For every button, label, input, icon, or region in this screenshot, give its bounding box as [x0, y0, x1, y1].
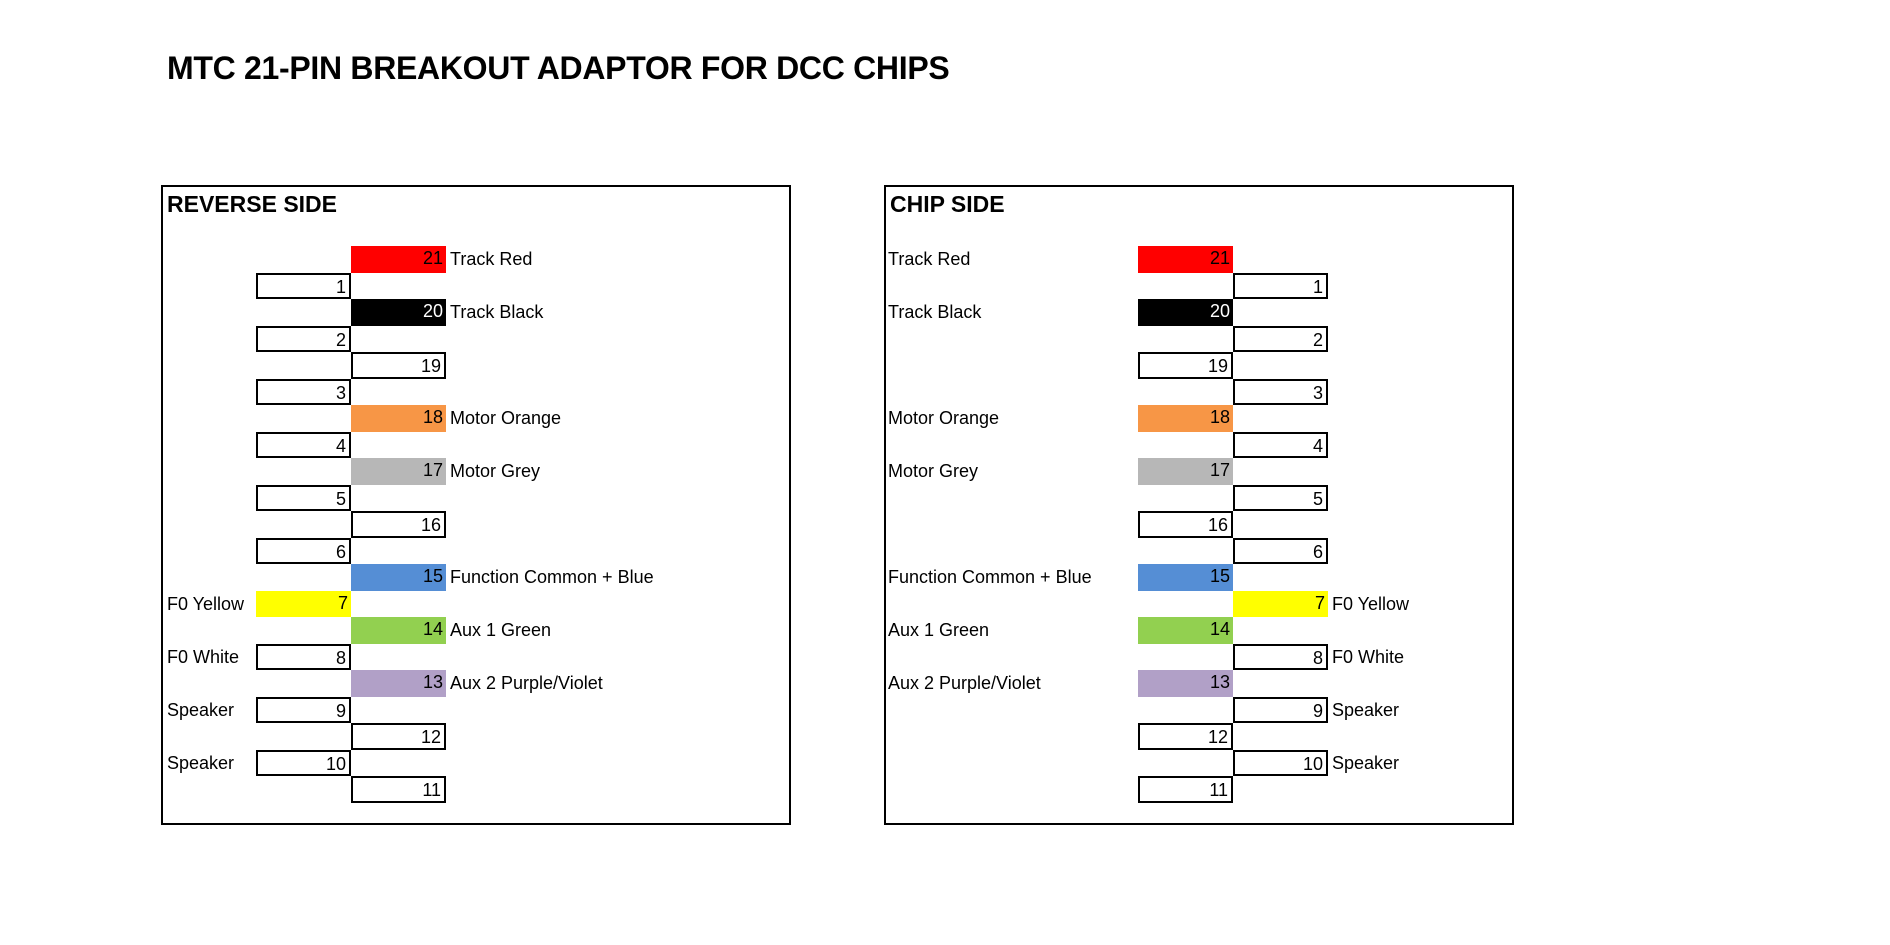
pin-row	[163, 750, 789, 777]
pin-13-box: 13	[351, 670, 446, 697]
pin-row	[886, 750, 1512, 777]
pin-14-box: 14	[1138, 617, 1233, 644]
pin-row	[886, 432, 1512, 459]
pin-3-box: 3	[1233, 379, 1328, 406]
pin-10-box: 10	[1233, 750, 1328, 777]
pin-row	[163, 299, 789, 326]
pin-18-label: Motor Orange	[888, 408, 1000, 428]
chip-side-title: CHIP SIDE	[890, 191, 1005, 217]
pin-8-box: 8	[1233, 644, 1328, 671]
pin-row	[886, 538, 1512, 565]
pin-10-label: Speaker	[167, 752, 235, 773]
pin-18-box: 18	[1138, 405, 1233, 432]
pin-row	[163, 670, 789, 697]
pin-11-box: 11	[1138, 776, 1233, 803]
pin-20-label: Track Black	[888, 302, 982, 322]
pin-row	[886, 776, 1512, 803]
pin-row	[163, 591, 789, 618]
pin-6-box: 6	[256, 538, 351, 565]
pin-2-box: 2	[256, 326, 351, 353]
pin-row	[163, 723, 789, 750]
pin-row	[163, 273, 789, 300]
pin-16-box: 16	[1138, 511, 1233, 538]
pin-row	[886, 352, 1512, 379]
reverse-side-panel	[161, 185, 791, 825]
reverse-side-title: REVERSE SIDE	[167, 191, 337, 217]
pin-9-box: 9	[1233, 697, 1328, 724]
pin-12-box: 12	[1138, 723, 1233, 750]
pin-row	[163, 352, 789, 379]
pin-row	[886, 617, 1512, 644]
pin-row	[886, 485, 1512, 512]
pin-13-label: Aux 2 Purple/Violet	[888, 673, 1041, 693]
pin-row	[886, 564, 1512, 591]
pin-14-label: Aux 1 Green	[450, 620, 552, 640]
pin-15-label: Function Common + Blue	[450, 567, 654, 587]
pin-row	[163, 564, 789, 591]
pin-16-box: 16	[351, 511, 446, 538]
pin-row	[163, 617, 789, 644]
pin-9-box: 9	[256, 697, 351, 724]
pin-row	[886, 246, 1512, 273]
pin-8-label: F0 White	[1332, 646, 1405, 667]
pin-21-label: Track Red	[888, 249, 971, 269]
pin-4-box: 4	[256, 432, 351, 459]
pin-row	[163, 485, 789, 512]
pin-row	[163, 776, 789, 803]
pin-7-label: F0 Yellow	[1332, 593, 1410, 614]
pin-row	[163, 379, 789, 406]
pin-20-label: Track Black	[450, 302, 544, 322]
pin-row	[163, 405, 789, 432]
pin-19-box: 19	[351, 352, 446, 379]
pin-row	[163, 644, 789, 671]
pin-7-box: 7	[1233, 591, 1328, 618]
pin-3-box: 3	[256, 379, 351, 406]
pin-17-label: Motor Grey	[450, 461, 541, 481]
page-title: MTC 21-PIN BREAKOUT ADAPTOR FOR DCC CHIPS	[167, 50, 950, 86]
pin-row	[886, 273, 1512, 300]
pin-11-box: 11	[351, 776, 446, 803]
pin-row	[886, 326, 1512, 353]
pin-row	[886, 591, 1512, 618]
pin-18-box: 18	[351, 405, 446, 432]
pin-12-box: 12	[351, 723, 446, 750]
pin-7-label: F0 Yellow	[167, 593, 245, 614]
pin-row	[886, 405, 1512, 432]
pin-row	[163, 511, 789, 538]
pin-5-box: 5	[1233, 485, 1328, 512]
pin-9-label: Speaker	[167, 699, 235, 720]
pin-17-box: 17	[1138, 458, 1233, 485]
pin-row	[163, 458, 789, 485]
pin-10-box: 10	[256, 750, 351, 777]
pin-row	[163, 326, 789, 353]
pin-15-label: Function Common + Blue	[888, 567, 1092, 587]
pin-row	[163, 697, 789, 724]
pin-5-box: 5	[256, 485, 351, 512]
pin-15-box: 15	[1138, 564, 1233, 591]
pin-9-label: Speaker	[1332, 699, 1400, 720]
chip-side-panel	[884, 185, 1514, 825]
pin-row	[886, 458, 1512, 485]
pin-15-box: 15	[351, 564, 446, 591]
pin-row	[163, 432, 789, 459]
pin-row	[163, 246, 789, 273]
pin-8-label: F0 White	[167, 646, 240, 667]
pin-row	[163, 538, 789, 565]
pin-row	[886, 697, 1512, 724]
pin-13-label: Aux 2 Purple/Violet	[450, 673, 603, 693]
pin-8-box: 8	[256, 644, 351, 671]
pin-20-box: 20	[351, 299, 446, 326]
pin-7-box: 7	[256, 591, 351, 618]
pin-6-box: 6	[1233, 538, 1328, 565]
pin-21-label: Track Red	[450, 249, 533, 269]
pin-row	[886, 723, 1512, 750]
pin-row	[886, 379, 1512, 406]
pin-17-label: Motor Grey	[888, 461, 979, 481]
pin-21-box: 21	[1138, 246, 1233, 273]
pin-2-box: 2	[1233, 326, 1328, 353]
pin-row	[886, 670, 1512, 697]
pin-4-box: 4	[1233, 432, 1328, 459]
pin-14-label: Aux 1 Green	[888, 620, 990, 640]
pin-13-box: 13	[1138, 670, 1233, 697]
pin-1-box: 1	[256, 273, 351, 300]
pin-18-label: Motor Orange	[450, 408, 562, 428]
pin-14-box: 14	[351, 617, 446, 644]
pin-row	[886, 511, 1512, 538]
pin-20-box: 20	[1138, 299, 1233, 326]
pin-1-box: 1	[1233, 273, 1328, 300]
pin-17-box: 17	[351, 458, 446, 485]
pin-row	[886, 299, 1512, 326]
pin-row	[886, 644, 1512, 671]
pin-10-label: Speaker	[1332, 752, 1400, 773]
pin-21-box: 21	[351, 246, 446, 273]
pin-19-box: 19	[1138, 352, 1233, 379]
